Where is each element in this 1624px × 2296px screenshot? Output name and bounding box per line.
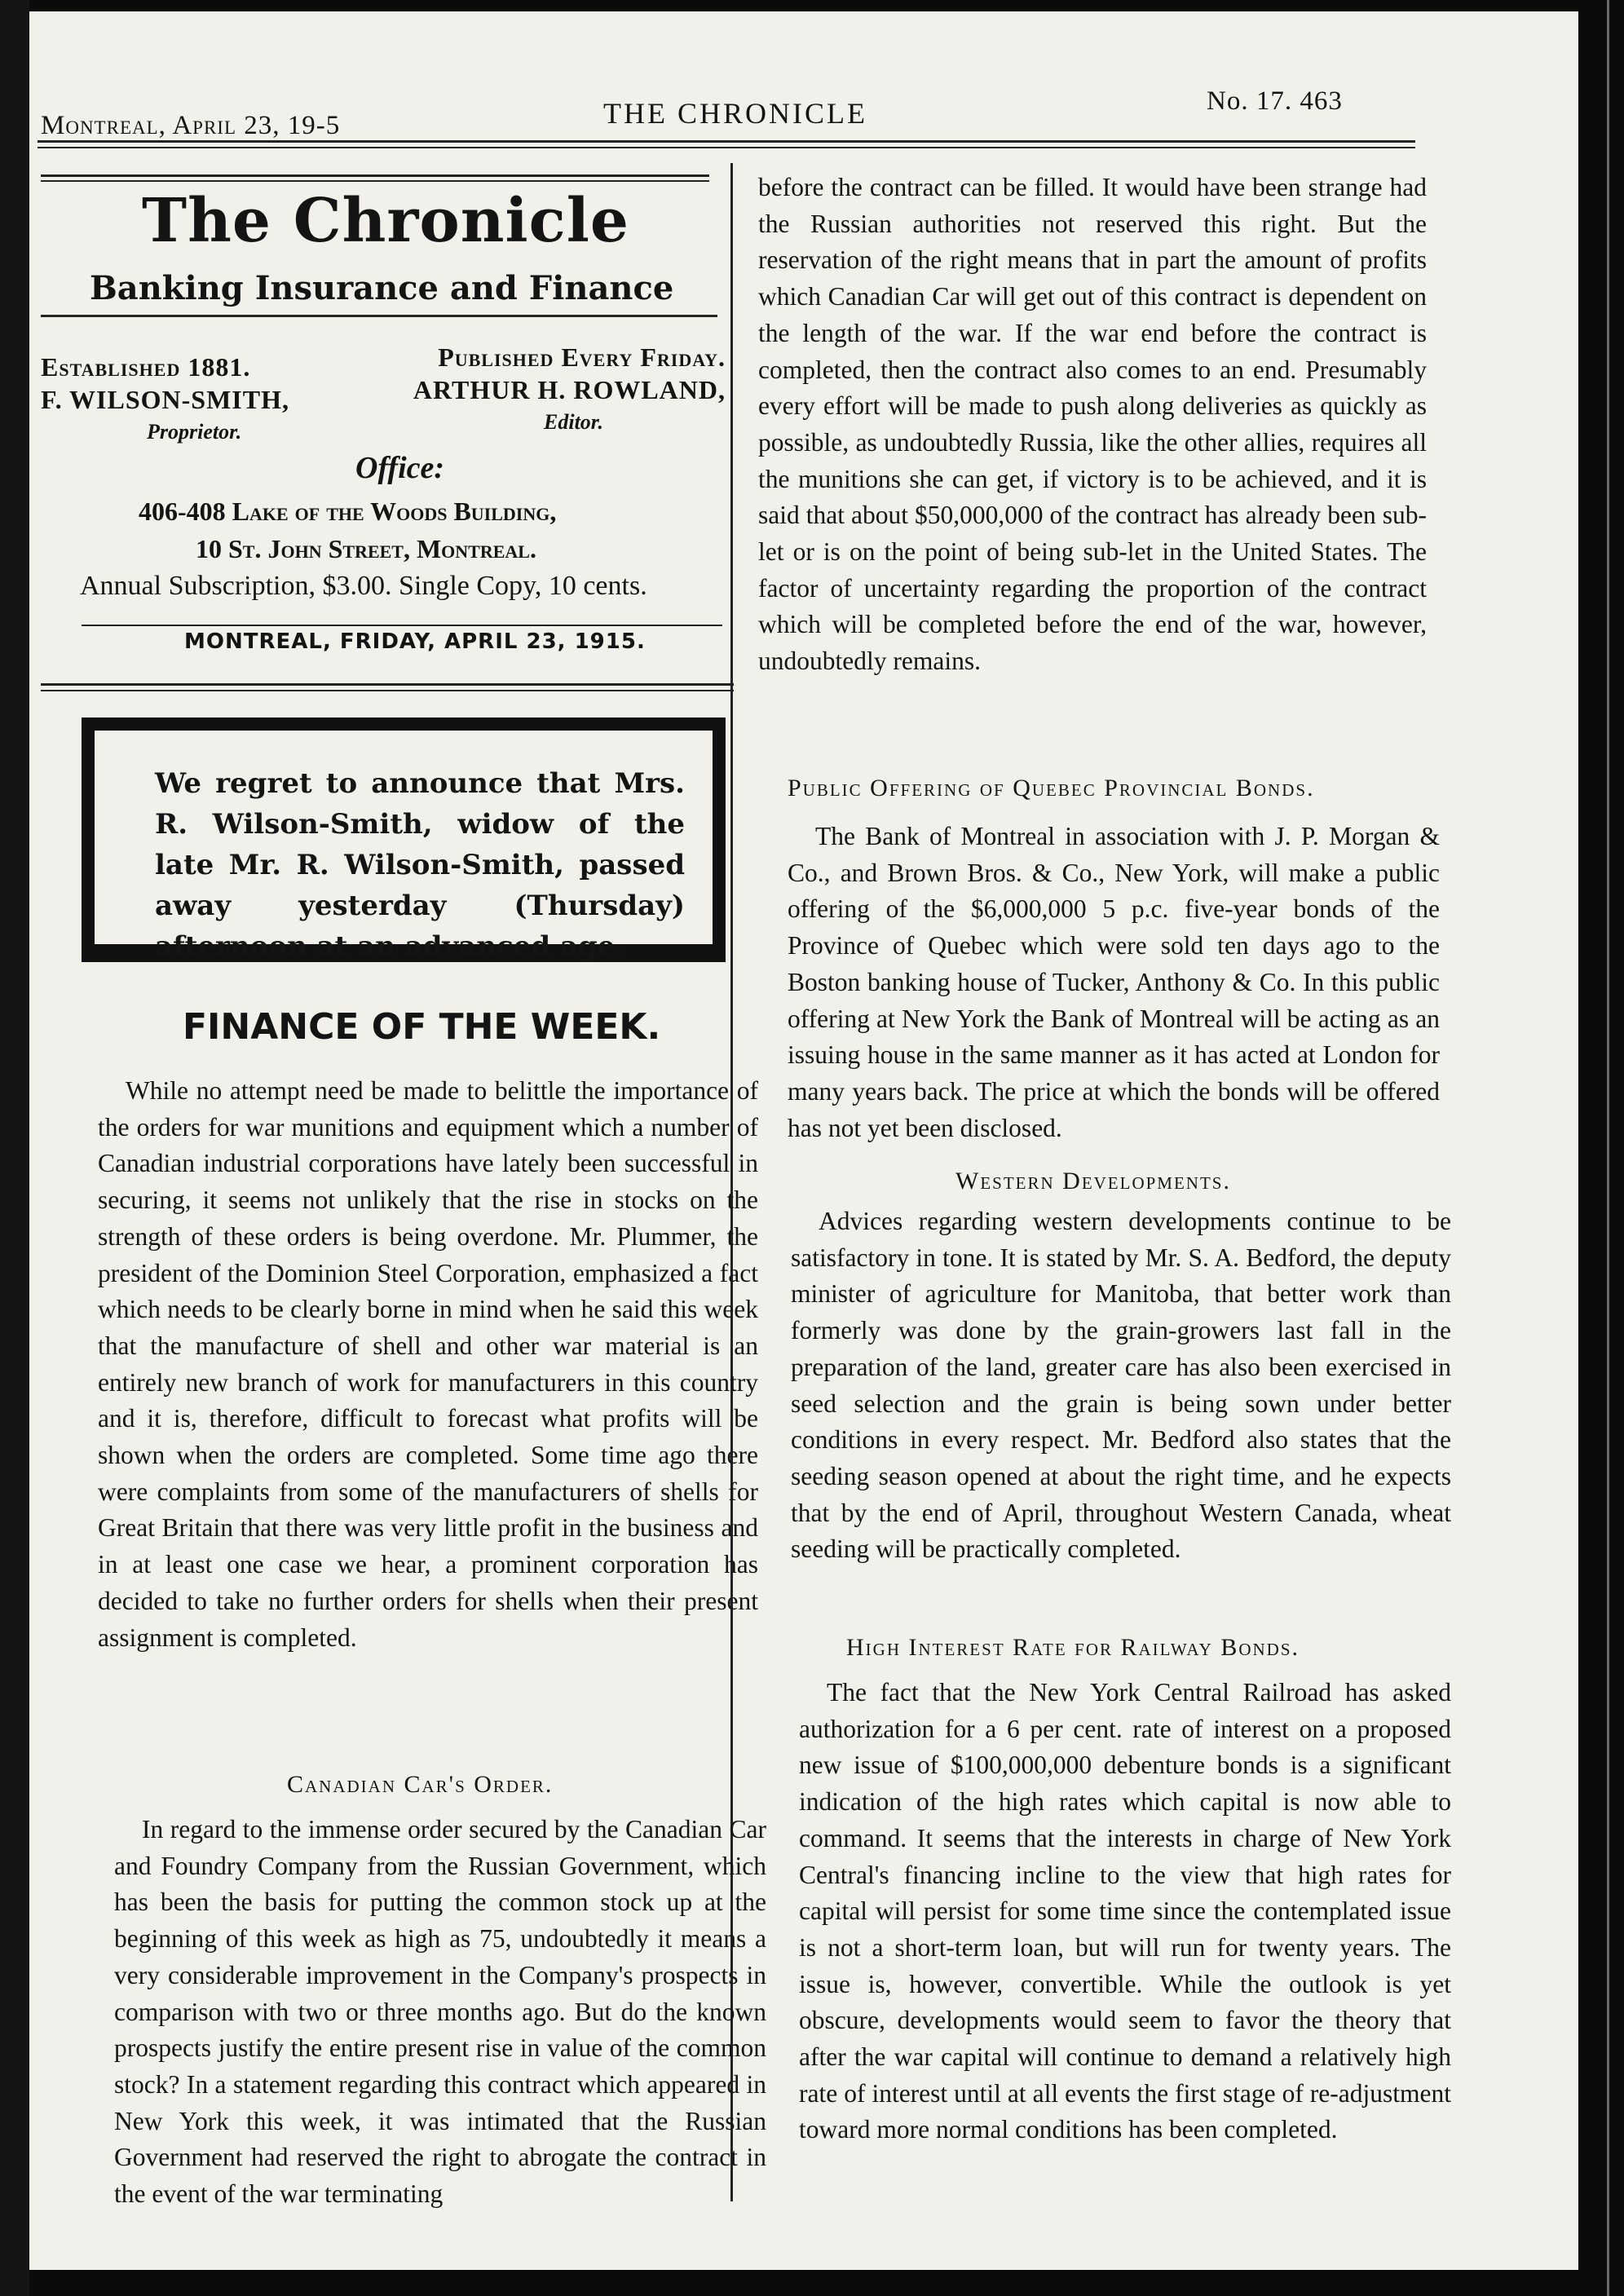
established-line: Established 1881. [41, 352, 251, 382]
paragraph: before the contract can be filled. It would have been strange had the Russian authorities not reserved this right. But the reservation of the right means that in part the amount of profits which Canadian Car will get out of this contract is dependent on the length of the war. If the war end before the contract is completed, then the contract also comes to an end. Presumably every effort will be made to push along deliveries as quickly as possible, as undoubtedly Russia, like the other allies, requires all the munitions she can get, if victory is to be achieved, and it is said that about $50,000,000 of the contract has already been sub-let or is on the point of being sub-let in the United States. The factor of uncertainty regarding the proportion of the contract which will be completed before the end of the war, however, undoubtedly remains. [758, 173, 1427, 676]
article-canadian-car [114, 1812, 766, 2213]
masthead-title: The Chronicle [142, 186, 629, 256]
masthead-right-block [391, 341, 726, 439]
office-address [139, 492, 709, 567]
masthead-bottom-rule [41, 690, 734, 691]
subheading-canadian-car: Canadian Car's Order. [287, 1771, 554, 1798]
obituary-notice-text: We regret to announce that Mrs. R. Wilson-Smith, widow of the late Mr. R. Wilson-Smith, passed away yesterday (Thursday) afternoon at an advanced age. [155, 767, 685, 963]
masthead-rule [41, 315, 717, 317]
running-head-title: THE CHRONICLE [603, 97, 867, 130]
office-label: Office: [355, 451, 445, 485]
paragraph: In regard to the immense order secured by the Canadian Car and Foundry Company from the Russian Government, which has been the basis for putting the common stock up at the beginning of this week as high as 75, undoubtedly it means a very considerable improvement in the Company's prospects in comparison with two or three months ago. But do the known prospects justify the entire present rise in value of the common stock? In a statement regarding this contract which appeared in New York this week, it was intimated that the Russian Government had reserved the right to abrogate the contract in the event of the war terminating [114, 1815, 766, 2209]
address-line-2: 10 St. John Street, Montreal. [196, 534, 536, 563]
address-line-1: 406-408 Lake of the Woods Building, [139, 497, 557, 526]
proprietor-name: F. WILSON-SMITH, [41, 385, 289, 414]
header-rule [38, 140, 1415, 143]
paragraph: The fact that the New York Central Railroad has asked authorization for a 6 per cent. rate of interest on a proposed new issue of $100,000,000 debenture bonds is a significant indication of the high rates which capital is now able to command. It seems that the interests in charge of New York Central's financing incline to the view that high rates for capital will persist for some time since the contemplated issue is not a short-term loan, but will run for twenty years. The issue is, however, convertible. While the outlook is yet obscure, developments would seem to favor the theory that after the war capital will continue to demand a relatively high rate of interest until at all events the first stage of re-adjustment toward more normal conditions has been completed. [799, 1678, 1451, 2144]
paragraph: Advices regarding western developments continue to be satisfactory in tone. It is stated by Mr. S. A. Bedford, the deputy minister of agriculture for Manitoba, that better work than formerly was done by the grain-growers last fall in the preparation of the land, greater care has also been exercised in seed selection and the grain is being sown under better conditions in every respect. Mr. Bedford also states that the seeding season opened at about the right time, and he expects that by the end of April, throughout Western Canada, wheat seeding will be practically completed. [791, 1207, 1451, 1564]
issue-date: MONTREAL, FRIDAY, APRIL 23, 1915. [184, 629, 646, 654]
masthead-rule [82, 625, 722, 626]
article-quebec-bonds [788, 819, 1440, 1146]
masthead-left-block [41, 351, 383, 448]
article-canadian-car-continued [758, 170, 1427, 680]
masthead-subtitle: Banking Insurance and Finance [90, 269, 674, 307]
proprietor-role: Proprietor. [147, 420, 242, 444]
binding-edge-left [0, 0, 29, 2296]
page-edge-line [1607, 0, 1609, 2296]
running-head-number: No. 17. 463 [1207, 86, 1343, 116]
subheading-railway-bonds: High Interest Rate for Railway Bonds. [846, 1634, 1300, 1661]
masthead-top-rule [41, 174, 709, 177]
published-line: Published Every Friday. [438, 342, 726, 372]
heading-finance-of-the-week: FINANCE OF THE WEEK. [183, 1006, 661, 1048]
subheading-quebec-bonds: Public Offering of Quebec Provincial Bonds. [788, 775, 1315, 801]
editor-role: Editor. [544, 410, 603, 434]
editor-name: ARTHUR H. ROWLAND, [413, 375, 726, 404]
article-railway-bonds [799, 1675, 1451, 2148]
masthead-bottom-rule [41, 683, 734, 686]
paragraph: While no attempt need be made to belittle the importance of the orders for war munitions and equipment which a number of Canadian industrial corporations have lately been successful in securing, it seems not unlikely that the rise in stocks on the strength of these orders is being overdone. Mr. Plummer, the president of the Dominion Steel Corporation, emphasized a fact which needs to be clearly borne in mind when he said this week that the manufacture of shell and other war material is an entirely new branch of work for manufacturers in this country and it is, therefore, difficult to forecast what profits will be shown when the orders are completed. Some time ago there were complaints from some of the manufacturers of shells for Great Britain that there was very little profit in the business and in at least one case we hear, a prominent corporation has decided to take no further orders for shells when their present assignment is completed. [98, 1076, 758, 1652]
masthead-top-rule [41, 180, 709, 182]
header-rule [38, 147, 1415, 148]
binding-edge-right [1578, 0, 1624, 2296]
article-western-developments [791, 1203, 1451, 1568]
article-finance [98, 1073, 758, 1656]
subscription-line: Annual Subscription, $3.00. Single Copy, 10 cents. [80, 571, 647, 601]
paragraph: The Bank of Montreal in association with J. P. Morgan & Co., and Brown Bros. & Co., New York, will make a public offering of the $6,000,000 5 p.c. five-year bonds of the Province of Quebec which were sold ten days ago to the Boston banking house of Tucker, Anthony & Co. In this public offering at New York the Bank of Montreal will be acting as an issuing house in the same manner as it has acted at London for many years back. The price at which the bonds will be offered has not yet been disclosed. [788, 822, 1440, 1142]
running-head-date: Montreal, April 23, 19-5 [41, 111, 341, 140]
subheading-western-developments: Western Developments. [955, 1168, 1231, 1194]
